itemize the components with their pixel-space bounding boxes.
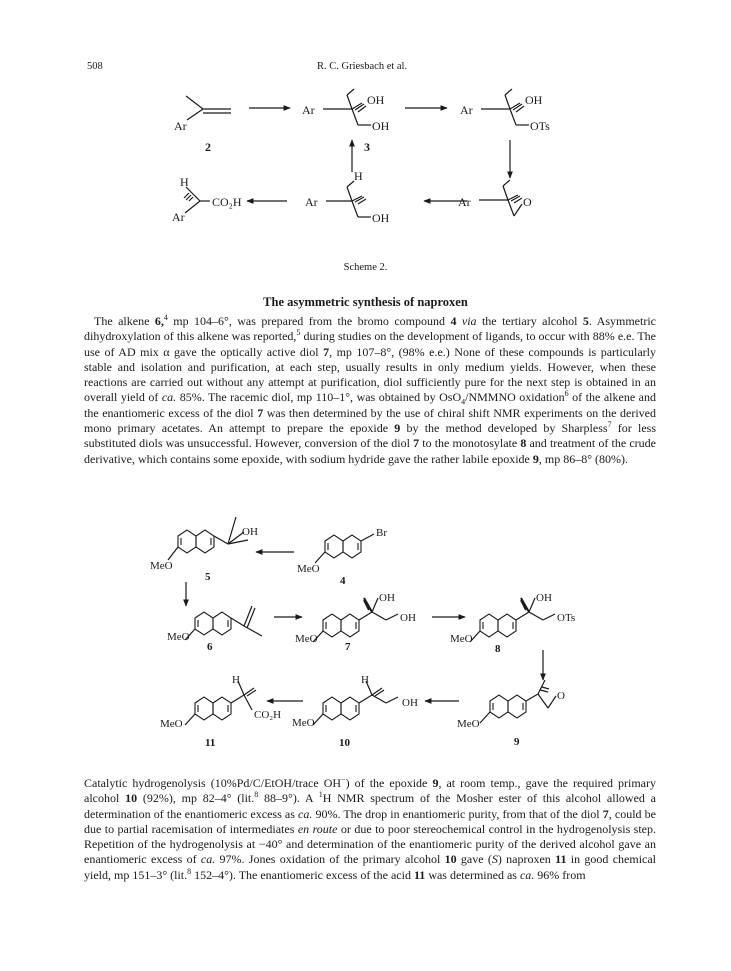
label-ar: Ar (460, 103, 473, 117)
compound-number-4: 4 (340, 575, 346, 587)
label-meo: MeO (297, 563, 320, 575)
scheme-2-caption: Scheme 2. (343, 262, 388, 273)
label-meo: MeO (150, 560, 173, 572)
label-o: O (523, 195, 532, 209)
section-title: The asymmetric synthesis of naproxen (263, 295, 468, 309)
running-head: R. C. Griesbach et al. (317, 61, 408, 72)
label-br: Br (376, 527, 387, 539)
label-meo: MeO (160, 718, 183, 730)
label-meo: MeO (295, 633, 318, 645)
label-oh: OH (400, 612, 416, 624)
label-h: H (354, 169, 363, 183)
label-o: O (557, 690, 565, 702)
compound-number-2: 2 (205, 140, 211, 154)
compound-number-8: 8 (495, 643, 501, 655)
compound-number-3: 3 (364, 140, 370, 154)
label-meo: MeO (292, 717, 315, 729)
label-h: H (180, 175, 189, 189)
label-ar: Ar (305, 195, 318, 209)
label-oh: OH (367, 93, 385, 107)
label-ar: Ar (458, 195, 471, 209)
label-oh: OH (402, 697, 418, 709)
label-ar: Ar (172, 210, 185, 224)
label-oh: OH (372, 119, 390, 133)
label-oh: OH (372, 211, 390, 225)
label-oh: OH (379, 592, 395, 604)
label-meo: MeO (457, 718, 480, 730)
compound-number-5: 5 (205, 571, 211, 583)
compound-number-9: 9 (514, 736, 520, 748)
label-h: H (232, 674, 240, 686)
label-ar: Ar (302, 103, 315, 117)
label-ar: Ar (174, 119, 187, 133)
label-oh: OH (525, 93, 543, 107)
label-ots: OTs (530, 119, 550, 133)
compound-number-6: 6 (207, 641, 213, 653)
label-oh: OH (536, 592, 552, 604)
label-h: H (361, 674, 369, 686)
page-number: 508 (87, 61, 103, 72)
label-meo: MeO (167, 631, 190, 643)
label-meo: MeO (450, 633, 473, 645)
body-paragraph-1: The alkene 6,$^4$ mp 104–6°, was prepared from the bromo compound 4 via the tertiary alcohol 5. Asymmetric dihydroxylation of this alkene was reported,$^5$ during studies on the development of ligands, to occur with 88% e.e. The use of AD mix α gave the optically active diol 7, mp 107–8°, (98% e.e.) None of these compounds is particularly stable and isolation and purification, at each step, usually results in only medium yields. However, when these reactions are carried out without any attempt at purification, diol sufficiently pure for the next step is obtained in an overall yield of ca. 85%. The racemic diol, mp 110–1°, was obtained by OsO$_4$/NMMNO oxidation$^6$ of the alkene and the enantiomeric excess of the diol 7 was then determined by the use of chiral shift NMR experiments on the derived mono primary acetates. An attempt to prepare the epoxide 9 by the method developed by Sharpless$^7$ for less substituted diols was unsuccessful. However, conversion of the diol 7 to the monotosylate 8 and treatment of the crude derivative, which contains some epoxide, with sodium hydride gave the rather labile epoxide 9, mp 86–8° (80%). (84, 313, 657, 466)
compound-number-7: 7 (345, 641, 351, 653)
compound-number-10: 10 (339, 737, 350, 749)
label-ots: OTs (557, 612, 576, 624)
compound-number-11: 11 (205, 737, 216, 749)
label-co2h: CO₂H (212, 195, 242, 209)
label-co2h: CO₂H (254, 709, 282, 721)
label-oh: OH (242, 526, 258, 538)
body-paragraph-2: Catalytic hydrogenolysis (10%Pd/C/EtOH/trace OH−) of the epoxide 9, at room temp., gave the required primary alcohol 10 (92%), mp 82–4° (lit.$^8$ 88–9°). A $^1$H NMR spectrum of the Mosher ester of this alcohol allowed a determination of the enantiomeric excess as ca. 90%. The drop in enantiomeric purity, from that of the diol 7, could be due to partial racemisation of intermediates en route or due to poor stereochemical control in the hydrogenolysis step. Repetition of the hydrogenolysis at −40° and determination of the enantiomeric purity of the derived alcohol gave an enantiomeric excess of ca. 97%. Jones oxidation of the primary alcohol 10 gave (S) naproxen 11 in good chemical yield, mp 151–3° (lit.$^8$ 152–4°). The enantiomeric excess of the acid 11 was determined as ca. 96% from (84, 775, 657, 882)
